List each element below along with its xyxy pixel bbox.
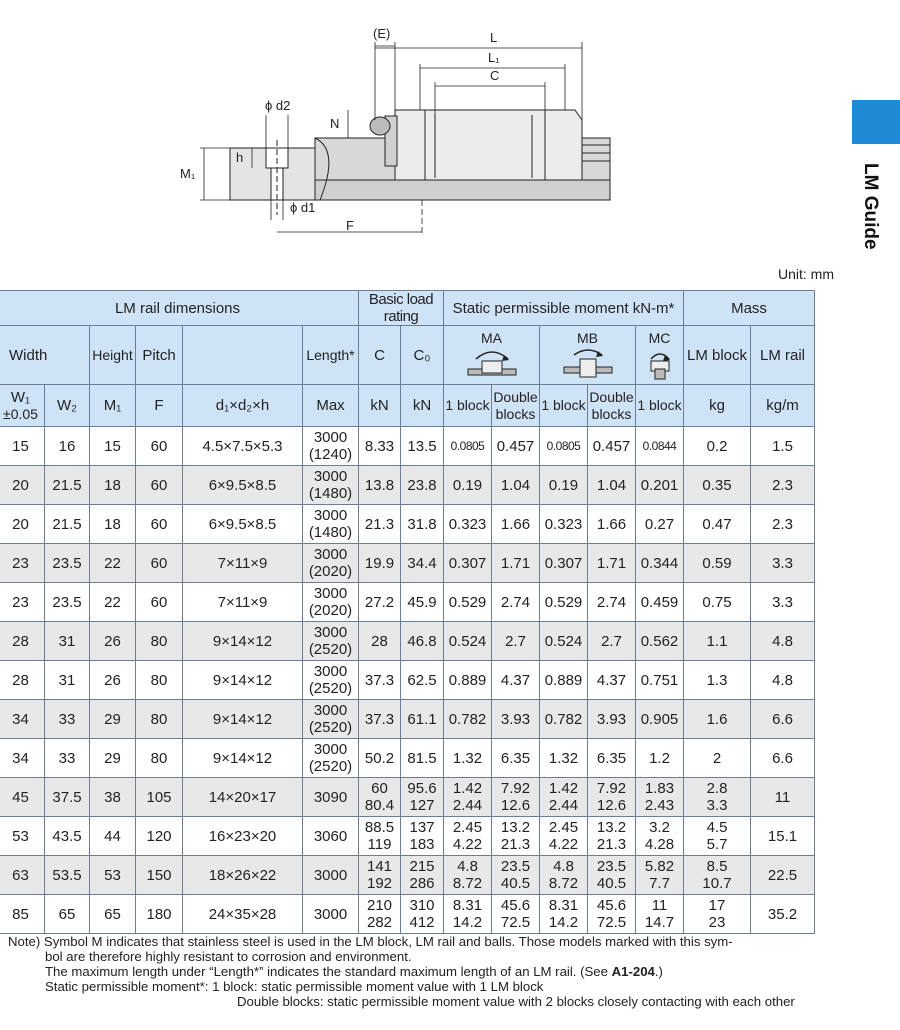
cell-rail: 35.2 bbox=[751, 895, 815, 934]
table-row bbox=[0, 895, 815, 934]
cell-w1: 15 bbox=[0, 427, 45, 466]
cell-w1: 28 bbox=[0, 622, 45, 661]
cell-len: 3000 (1240) bbox=[303, 427, 359, 466]
cell-m1: 29 bbox=[90, 700, 136, 739]
cell-m1: 44 bbox=[90, 817, 136, 856]
table-row bbox=[0, 778, 815, 817]
lm-block bbox=[395, 110, 582, 180]
table-row bbox=[0, 700, 815, 739]
header-kg: kg bbox=[684, 385, 751, 427]
cell-mb1: 2.45 4.22 bbox=[540, 817, 588, 856]
cell-blk: 0.75 bbox=[684, 583, 751, 622]
group-header-load: Basic load rating bbox=[359, 291, 444, 326]
cell-mb1: 0.323 bbox=[540, 505, 588, 544]
cell-w1: 34 bbox=[0, 739, 45, 778]
table-row bbox=[0, 739, 815, 778]
cell-rail: 6.6 bbox=[751, 700, 815, 739]
cell-c0: 46.8 bbox=[401, 622, 444, 661]
cell-c: 19.9 bbox=[359, 544, 401, 583]
cell-w2: 31 bbox=[45, 661, 90, 700]
cell-mc: 0.459 bbox=[636, 583, 684, 622]
cell-ma2: 4.37 bbox=[492, 661, 540, 700]
cell-c: 13.8 bbox=[359, 466, 401, 505]
cell-ma2: 2.7 bbox=[492, 622, 540, 661]
cell-rail: 4.8 bbox=[751, 661, 815, 700]
cell-f: 80 bbox=[136, 700, 183, 739]
cell-c0: 61.1 bbox=[401, 700, 444, 739]
cell-rail: 3.3 bbox=[751, 544, 815, 583]
cell-mc: 0.27 bbox=[636, 505, 684, 544]
cell-ma2: 3.93 bbox=[492, 700, 540, 739]
cell-c0: 45.9 bbox=[401, 583, 444, 622]
table-row bbox=[0, 817, 815, 856]
header-max: Max bbox=[303, 385, 359, 427]
header-mc-1block: 1 block bbox=[636, 385, 684, 427]
cell-f: 120 bbox=[136, 817, 183, 856]
cell-mb1: 0.0805 bbox=[540, 427, 588, 466]
cell-ma1: 0.19 bbox=[444, 466, 492, 505]
cell-len: 3000 bbox=[303, 895, 359, 934]
cell-m1: 15 bbox=[90, 427, 136, 466]
table-row bbox=[0, 661, 815, 700]
specification-table bbox=[0, 290, 815, 934]
cell-blk: 0.47 bbox=[684, 505, 751, 544]
moment-b-icon bbox=[560, 347, 616, 381]
header-c: C bbox=[359, 326, 401, 385]
header-width: Width bbox=[0, 326, 90, 385]
cell-w2: 16 bbox=[45, 427, 90, 466]
dim-label-h: h bbox=[236, 150, 244, 165]
cell-w1: 85 bbox=[0, 895, 45, 934]
cell-w2: 23.5 bbox=[45, 544, 90, 583]
cell-w2: 23.5 bbox=[45, 583, 90, 622]
note-line-3: The maximum length under “Length*” indicates the standard maximum length of an LM rail. (See A1-204.) bbox=[45, 964, 663, 979]
moment-c-icon bbox=[643, 347, 677, 381]
cell-mb2: 6.35 bbox=[588, 739, 636, 778]
cell-f: 60 bbox=[136, 466, 183, 505]
cell-c0: 62.5 bbox=[401, 661, 444, 700]
cell-ma2: 1.71 bbox=[492, 544, 540, 583]
cell-mc: 1.83 2.43 bbox=[636, 778, 684, 817]
cell-mb1: 0.782 bbox=[540, 700, 588, 739]
cell-m1: 26 bbox=[90, 622, 136, 661]
cell-mb1: 0.889 bbox=[540, 661, 588, 700]
notes bbox=[8, 934, 795, 1009]
cell-mb1: 1.32 bbox=[540, 739, 588, 778]
cell-ma2: 23.5 40.5 bbox=[492, 856, 540, 895]
cell-blk: 0.2 bbox=[684, 427, 751, 466]
table-row bbox=[0, 583, 815, 622]
header-mb: MB bbox=[540, 326, 636, 385]
dim-label-c: C bbox=[490, 68, 500, 83]
dim-label-d1: ϕ d1 bbox=[290, 200, 316, 215]
cell-mb1: 8.31 14.2 bbox=[540, 895, 588, 934]
header-pitch: Pitch bbox=[136, 326, 183, 385]
cell-m1: 26 bbox=[90, 661, 136, 700]
cell-mb2: 3.93 bbox=[588, 700, 636, 739]
table-body bbox=[0, 427, 815, 934]
cell-w1: 20 bbox=[0, 466, 45, 505]
header-length: Length* bbox=[303, 326, 359, 385]
header-w2: W₂ bbox=[45, 385, 90, 427]
cell-ma2: 13.2 21.3 bbox=[492, 817, 540, 856]
section-tab bbox=[852, 100, 900, 144]
cell-c: 21.3 bbox=[359, 505, 401, 544]
cell-d: 18×26×22 bbox=[183, 856, 303, 895]
cell-blk: 1.6 bbox=[684, 700, 751, 739]
cell-ma2: 0.457 bbox=[492, 427, 540, 466]
cell-mb1: 4.8 8.72 bbox=[540, 856, 588, 895]
cell-len: 3090 bbox=[303, 778, 359, 817]
table-row bbox=[0, 622, 815, 661]
cell-w1: 53 bbox=[0, 817, 45, 856]
cell-ma1: 0.889 bbox=[444, 661, 492, 700]
cell-f: 80 bbox=[136, 739, 183, 778]
cell-ma1: 1.42 2.44 bbox=[444, 778, 492, 817]
header-mb-double: Double blocks bbox=[588, 385, 636, 427]
cell-w1: 23 bbox=[0, 544, 45, 583]
cell-mb1: 0.307 bbox=[540, 544, 588, 583]
header-ma: MA bbox=[444, 326, 540, 385]
cell-ma1: 0.782 bbox=[444, 700, 492, 739]
cell-f: 60 bbox=[136, 544, 183, 583]
cell-rail: 11 bbox=[751, 778, 815, 817]
dim-label-n: N bbox=[330, 116, 340, 131]
cell-c0: 137 183 bbox=[401, 817, 444, 856]
note-line-5: Double blocks: static permissible moment value with 2 blocks closely contacting with each other bbox=[237, 994, 795, 1009]
cell-m1: 38 bbox=[90, 778, 136, 817]
cell-rail: 22.5 bbox=[751, 856, 815, 895]
header-f: F bbox=[136, 385, 183, 427]
cell-mc: 0.751 bbox=[636, 661, 684, 700]
cell-mb1: 0.529 bbox=[540, 583, 588, 622]
cell-mb2: 1.71 bbox=[588, 544, 636, 583]
header-ma-double: Double blocks bbox=[492, 385, 540, 427]
cell-w2: 65 bbox=[45, 895, 90, 934]
group-header-moment: Static permissible moment kN-m* bbox=[444, 291, 684, 326]
cell-len: 3000 (2020) bbox=[303, 544, 359, 583]
cell-f: 60 bbox=[136, 505, 183, 544]
cell-c: 60 80.4 bbox=[359, 778, 401, 817]
cell-ma2: 45.6 72.5 bbox=[492, 895, 540, 934]
cell-mc: 3.2 4.28 bbox=[636, 817, 684, 856]
cell-ma1: 0.529 bbox=[444, 583, 492, 622]
cell-m1: 22 bbox=[90, 544, 136, 583]
note-line-2: bol are therefore highly resistant to corrosion and environment. bbox=[45, 949, 412, 964]
cell-mb1: 1.42 2.44 bbox=[540, 778, 588, 817]
cell-d: 7×11×9 bbox=[183, 544, 303, 583]
dim-label-e: (E) bbox=[373, 26, 391, 41]
cell-ma1: 0.323 bbox=[444, 505, 492, 544]
cell-ma2: 1.04 bbox=[492, 466, 540, 505]
table-row bbox=[0, 466, 815, 505]
cell-w1: 63 bbox=[0, 856, 45, 895]
header-c0: C₀ bbox=[401, 326, 444, 385]
group-header-rail: LM rail dimensions bbox=[0, 291, 359, 326]
cell-blk: 17 23 bbox=[684, 895, 751, 934]
cell-blk: 1.3 bbox=[684, 661, 751, 700]
cell-c0: 34.4 bbox=[401, 544, 444, 583]
cell-mb2: 1.04 bbox=[588, 466, 636, 505]
moment-a-icon bbox=[464, 347, 520, 381]
cell-f: 80 bbox=[136, 622, 183, 661]
cell-w2: 21.5 bbox=[45, 466, 90, 505]
table-row bbox=[0, 856, 815, 895]
cell-m1: 65 bbox=[90, 895, 136, 934]
cell-rail: 15.1 bbox=[751, 817, 815, 856]
cell-d: 9×14×12 bbox=[183, 622, 303, 661]
cell-len: 3000 bbox=[303, 856, 359, 895]
cell-w1: 23 bbox=[0, 583, 45, 622]
cell-ma2: 2.74 bbox=[492, 583, 540, 622]
cell-mb1: 0.524 bbox=[540, 622, 588, 661]
cell-mb2: 4.37 bbox=[588, 661, 636, 700]
cell-mc: 0.201 bbox=[636, 466, 684, 505]
cell-ma2: 7.92 12.6 bbox=[492, 778, 540, 817]
header-mc: MC bbox=[636, 326, 684, 385]
header-d1d2h: d₁×d₂×h bbox=[183, 385, 303, 427]
cell-f: 180 bbox=[136, 895, 183, 934]
cell-mc: 0.0844 bbox=[636, 427, 684, 466]
cell-len: 3000 (2520) bbox=[303, 739, 359, 778]
cell-d: 6×9.5×8.5 bbox=[183, 466, 303, 505]
cell-blk: 8.5 10.7 bbox=[684, 856, 751, 895]
header-lm-block: LM block bbox=[684, 326, 751, 385]
header-lm-rail: LM rail bbox=[751, 326, 815, 385]
header-kn-c: kN bbox=[359, 385, 401, 427]
cell-mb2: 2.74 bbox=[588, 583, 636, 622]
cell-c: 27.2 bbox=[359, 583, 401, 622]
cell-mb2: 45.6 72.5 bbox=[588, 895, 636, 934]
cell-w2: 21.5 bbox=[45, 505, 90, 544]
cell-mb2: 0.457 bbox=[588, 427, 636, 466]
cell-mb2: 1.66 bbox=[588, 505, 636, 544]
cell-mb1: 0.19 bbox=[540, 466, 588, 505]
dim-label-m1: M₁ bbox=[180, 166, 196, 181]
cell-mb2: 23.5 40.5 bbox=[588, 856, 636, 895]
header-m1: M₁ bbox=[90, 385, 136, 427]
cell-m1: 53 bbox=[90, 856, 136, 895]
header-kgm: kg/m bbox=[751, 385, 815, 427]
group-header-mass: Mass bbox=[684, 291, 815, 326]
cell-rail: 3.3 bbox=[751, 583, 815, 622]
header-kn-c0: kN bbox=[401, 385, 444, 427]
cell-m1: 18 bbox=[90, 466, 136, 505]
cell-c: 50.2 bbox=[359, 739, 401, 778]
cell-mc: 0.562 bbox=[636, 622, 684, 661]
cell-rail: 2.3 bbox=[751, 466, 815, 505]
cell-w2: 53.5 bbox=[45, 856, 90, 895]
rail-dimension-diagram bbox=[170, 20, 620, 240]
cell-blk: 0.59 bbox=[684, 544, 751, 583]
cell-d: 7×11×9 bbox=[183, 583, 303, 622]
cell-c0: 95.6 127 bbox=[401, 778, 444, 817]
cell-len: 3000 (2520) bbox=[303, 700, 359, 739]
cell-d: 9×14×12 bbox=[183, 661, 303, 700]
cell-mc: 11 14.7 bbox=[636, 895, 684, 934]
dim-label-l1: L₁ bbox=[488, 50, 500, 65]
table-row bbox=[0, 505, 815, 544]
cell-m1: 29 bbox=[90, 739, 136, 778]
cell-blk: 2.8 3.3 bbox=[684, 778, 751, 817]
cell-c: 37.3 bbox=[359, 700, 401, 739]
header-height: Height bbox=[90, 326, 136, 385]
section-tab-label: LM Guide bbox=[860, 163, 881, 250]
cell-c: 141 192 bbox=[359, 856, 401, 895]
cell-f: 150 bbox=[136, 856, 183, 895]
header-mb-1block: 1 block bbox=[540, 385, 588, 427]
cell-c0: 31.8 bbox=[401, 505, 444, 544]
note-line-4: Static permissible moment*: 1 block: static permissible moment value with 1 LM block bbox=[45, 979, 544, 994]
cell-mb2: 7.92 12.6 bbox=[588, 778, 636, 817]
cell-d: 14×20×17 bbox=[183, 778, 303, 817]
cell-len: 3000 (2520) bbox=[303, 622, 359, 661]
cell-ma2: 6.35 bbox=[492, 739, 540, 778]
cell-d: 9×14×12 bbox=[183, 700, 303, 739]
cell-mc: 0.905 bbox=[636, 700, 684, 739]
cell-rail: 1.5 bbox=[751, 427, 815, 466]
cell-mc: 1.2 bbox=[636, 739, 684, 778]
cell-w1: 20 bbox=[0, 505, 45, 544]
cell-d: 16×23×20 bbox=[183, 817, 303, 856]
cell-blk: 2 bbox=[684, 739, 751, 778]
dim-label-f: F bbox=[346, 218, 354, 233]
cell-c: 88.5 119 bbox=[359, 817, 401, 856]
cell-w1: 45 bbox=[0, 778, 45, 817]
cell-blk: 4.5 5.7 bbox=[684, 817, 751, 856]
cell-d: 24×35×28 bbox=[183, 895, 303, 934]
table-row bbox=[0, 544, 815, 583]
cell-rail: 6.6 bbox=[751, 739, 815, 778]
cell-len: 3000 (2020) bbox=[303, 583, 359, 622]
cell-f: 60 bbox=[136, 427, 183, 466]
dim-label-l: L bbox=[490, 30, 498, 45]
cell-c: 37.3 bbox=[359, 661, 401, 700]
note-line-1: Note) Symbol M indicates that stainless steel is used in the LM block, LM rail and balls. Those models marked with this sym- bbox=[8, 934, 733, 949]
cell-len: 3060 bbox=[303, 817, 359, 856]
cell-m1: 18 bbox=[90, 505, 136, 544]
cell-ma1: 0.0805 bbox=[444, 427, 492, 466]
cell-ma1: 4.8 8.72 bbox=[444, 856, 492, 895]
cell-ma1: 8.31 14.2 bbox=[444, 895, 492, 934]
header-w1: W₁ ±0.05 bbox=[0, 385, 45, 427]
cell-ma1: 0.307 bbox=[444, 544, 492, 583]
cell-d: 4.5×7.5×5.3 bbox=[183, 427, 303, 466]
cell-c0: 215 286 bbox=[401, 856, 444, 895]
page-reference[interactable]: A1-204 bbox=[611, 964, 655, 979]
cell-w2: 31 bbox=[45, 622, 90, 661]
cell-f: 105 bbox=[136, 778, 183, 817]
cell-ma1: 2.45 4.22 bbox=[444, 817, 492, 856]
cell-w2: 43.5 bbox=[45, 817, 90, 856]
cell-d: 6×9.5×8.5 bbox=[183, 505, 303, 544]
cell-mc: 5.82 7.7 bbox=[636, 856, 684, 895]
cell-c: 8.33 bbox=[359, 427, 401, 466]
cell-rail: 4.8 bbox=[751, 622, 815, 661]
cell-mc: 0.344 bbox=[636, 544, 684, 583]
cell-w1: 28 bbox=[0, 661, 45, 700]
cell-d: 9×14×12 bbox=[183, 739, 303, 778]
cell-ma2: 1.66 bbox=[492, 505, 540, 544]
unit-label: Unit: mm bbox=[778, 266, 834, 282]
cell-c0: 310 412 bbox=[401, 895, 444, 934]
cell-c: 28 bbox=[359, 622, 401, 661]
cell-len: 3000 (1480) bbox=[303, 505, 359, 544]
cell-ma1: 0.524 bbox=[444, 622, 492, 661]
cell-w2: 37.5 bbox=[45, 778, 90, 817]
cell-rail: 2.3 bbox=[751, 505, 815, 544]
cell-mb2: 13.2 21.3 bbox=[588, 817, 636, 856]
cell-c0: 81.5 bbox=[401, 739, 444, 778]
cell-f: 80 bbox=[136, 661, 183, 700]
cell-c0: 13.5 bbox=[401, 427, 444, 466]
cell-blk: 1.1 bbox=[684, 622, 751, 661]
cell-len: 3000 (2520) bbox=[303, 661, 359, 700]
cell-c: 210 282 bbox=[359, 895, 401, 934]
cell-mb2: 2.7 bbox=[588, 622, 636, 661]
cell-f: 60 bbox=[136, 583, 183, 622]
cell-blk: 0.35 bbox=[684, 466, 751, 505]
cell-m1: 22 bbox=[90, 583, 136, 622]
cell-w1: 34 bbox=[0, 700, 45, 739]
cell-w2: 33 bbox=[45, 700, 90, 739]
dim-label-d2: ϕ d2 bbox=[265, 98, 291, 113]
cell-w2: 33 bbox=[45, 739, 90, 778]
cell-c0: 23.8 bbox=[401, 466, 444, 505]
header-ma-1block: 1 block bbox=[444, 385, 492, 427]
cell-ma1: 1.32 bbox=[444, 739, 492, 778]
table-row bbox=[0, 427, 815, 466]
header-d-blank bbox=[183, 326, 303, 385]
cell-len: 3000 (1480) bbox=[303, 466, 359, 505]
